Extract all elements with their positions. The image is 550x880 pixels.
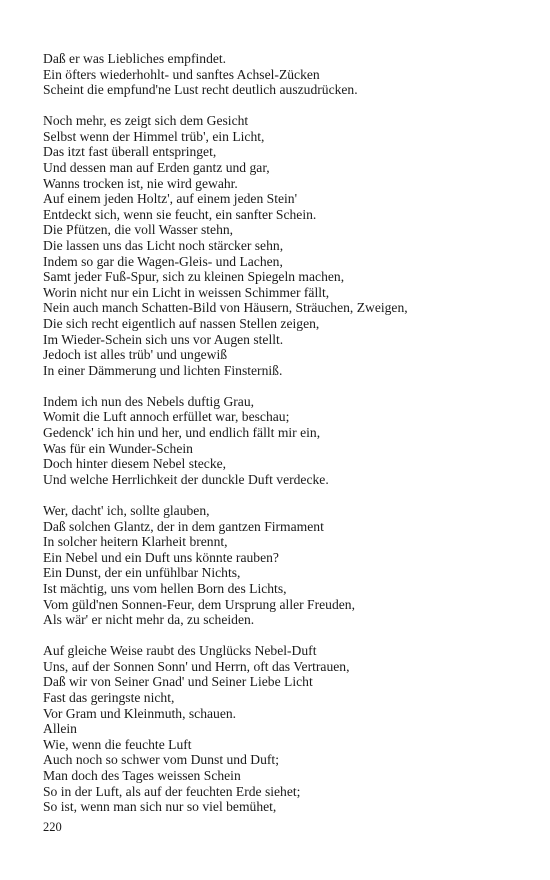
poem-line: Noch mehr, es zeigt sich dem Gesicht bbox=[43, 113, 249, 129]
poem-line: Ein Dunst, der ein unfühlbar Nichts, bbox=[43, 565, 241, 581]
poem-line: In einer Dämmerung und lichten Finsterniß. bbox=[43, 362, 283, 378]
poem-line: Jedoch ist alles trüb' und ungewiß bbox=[43, 347, 228, 363]
poem-line: Entdeckt sich, wenn sie feucht, ein sanfter Schein. bbox=[43, 206, 317, 222]
poem-line: Die lassen uns das Licht noch stärcker sehn, bbox=[43, 238, 284, 254]
stanza bbox=[43, 394, 513, 488]
poem-line: Daß wir von Seiner Gnad' und Seiner Liebe Licht bbox=[43, 674, 313, 690]
poem-line: Als wär' er nicht mehr da, zu scheiden. bbox=[43, 612, 255, 628]
poem-line: Im Wieder-Schein sich uns vor Augen stellt. bbox=[43, 331, 284, 347]
poem-line: Womit die Luft annoch erfüllet war, beschau; bbox=[43, 409, 290, 425]
poem-line: In solcher heitern Klarheit brennt, bbox=[43, 534, 228, 550]
poem-line: Auch noch so schwer vom Dunst und Duft; bbox=[43, 752, 279, 768]
poem-line: Und welche Herrlichkeit der dunckle Duft verdecke. bbox=[43, 471, 329, 487]
poem-line: Selbst wenn der Himmel trüb', ein Licht, bbox=[43, 128, 265, 144]
poem-line: Ein Nebel und ein Duft uns könnte rauben? bbox=[43, 549, 279, 565]
stanza bbox=[43, 51, 513, 98]
poem-line: Auf einem jeden Holtz', auf einem jeden Stein' bbox=[43, 191, 298, 207]
poem-line: So in der Luft, als auf der feuchten Erde siehet; bbox=[43, 783, 301, 799]
poem-line: Die Pfützen, die voll Wasser stehn, bbox=[43, 222, 234, 238]
poem-line: Uns, auf der Sonnen Sonn' und Herrn, oft das Vertrauen, bbox=[43, 658, 350, 674]
poem-line: Nein auch manch Schatten-Bild von Häusern, Sträuchen, Zweigen, bbox=[43, 300, 408, 316]
poem-line: Was für ein Wunder-Schein bbox=[43, 440, 193, 456]
poem-line: Indem so gar die Wagen-Gleis- und Lachen, bbox=[43, 253, 283, 269]
poem-line: Und dessen man auf Erden gantz und gar, bbox=[43, 160, 270, 176]
poem-line: Worin nicht nur ein Licht in weissen Schimmer fällt, bbox=[43, 284, 330, 300]
poem-line: Wanns trocken ist, nie wird gewahr. bbox=[43, 175, 238, 191]
poem-line: Allein bbox=[43, 721, 77, 737]
poem-line: Fast das geringste nicht, bbox=[43, 689, 175, 705]
stanza bbox=[43, 503, 513, 628]
poem-line: Doch hinter diesem Nebel stecke, bbox=[43, 456, 227, 472]
poem-line: Ist mächtig, uns vom hellen Born des Lichts, bbox=[43, 580, 287, 596]
poem-line: Vom güld'nen Sonnen-Feur, dem Ursprung aller Freuden, bbox=[43, 596, 355, 612]
page-number: 220 bbox=[43, 820, 62, 834]
poem-body bbox=[43, 51, 513, 830]
poem-line: Das itzt fast überall entspringet, bbox=[43, 144, 217, 160]
poem-line: Gedenck' ich hin und her, und endlich fällt mir ein, bbox=[43, 425, 321, 441]
stanza bbox=[43, 113, 513, 378]
poem-line: Scheint die empfund'ne Lust recht deutlich auszudrücken. bbox=[43, 82, 358, 98]
poem-line: Vor Gram und Kleinmuth, schauen. bbox=[43, 705, 237, 721]
poem-line: Daß er was Liebliches empfindet. bbox=[43, 51, 227, 66]
poem-line: So ist, wenn man sich nur so viel bemühet, bbox=[43, 799, 277, 815]
poem-line: Samt jeder Fuß-Spur, sich zu kleinen Spiegeln machen, bbox=[43, 269, 345, 285]
poem-line: Daß solchen Glantz, der in dem gantzen Firmament bbox=[43, 518, 324, 534]
poem-line: Ein öfters wiederhohlt- und sanftes Achsel-Zücken bbox=[43, 66, 320, 82]
poem-line: Indem ich nun des Nebels duftig Grau, bbox=[43, 393, 255, 409]
stanza bbox=[43, 643, 513, 815]
poem-line: Man doch des Tages weissen Schein bbox=[43, 767, 241, 783]
poem-line: Auf gleiche Weise raubt des Unglücks Nebel-Duft bbox=[43, 643, 317, 659]
poem-line: Die sich recht eigentlich auf nassen Stellen zeigen, bbox=[43, 316, 320, 331]
poem-line: Wer, dacht' ich, sollte glauben, bbox=[43, 502, 210, 518]
poem-line: Wie, wenn die feuchte Luft bbox=[43, 736, 192, 752]
